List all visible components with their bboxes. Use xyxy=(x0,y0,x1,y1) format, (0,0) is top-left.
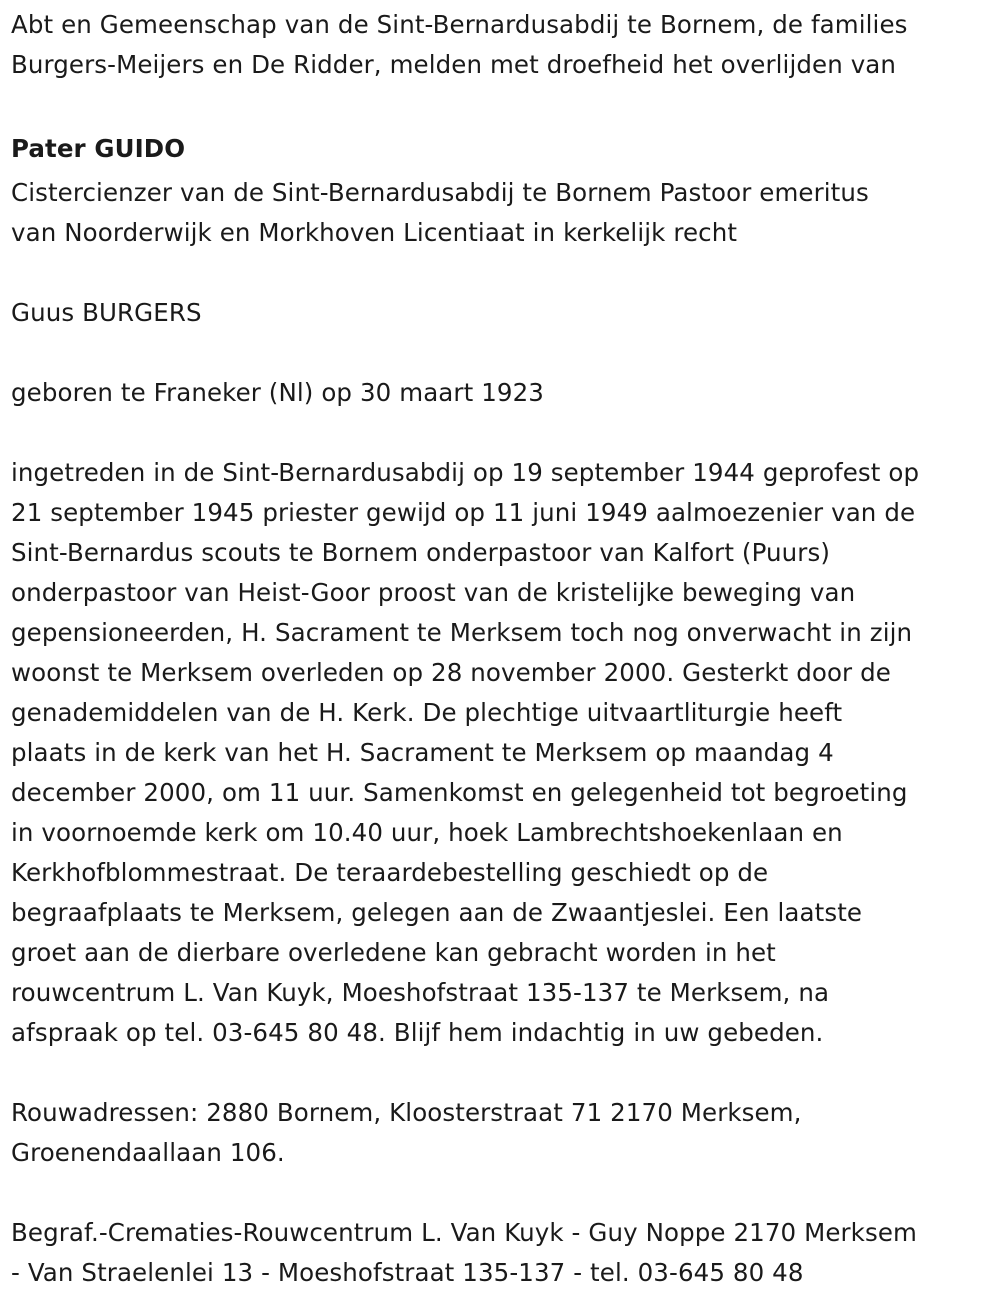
intro-paragraph xyxy=(11,5,996,85)
intro-line: Abt en Gemeenschap van de Sint-Bernardusabdij te Bornem, de families xyxy=(11,10,908,39)
biography-line: december 2000, om 11 uur. Samenkomst en gelegenheid tot begroeting xyxy=(11,778,908,807)
spacer xyxy=(11,333,996,373)
biography-line: begraafplaats te Merksem, gelegen aan de Zwaantjeslei. Een laatste xyxy=(11,898,863,927)
biography-line: gepensioneerden, H. Sacrament te Merksem toch nog onverwacht in zijn xyxy=(11,618,913,647)
biography-line: ingetreden in de Sint-Bernardusabdij op 19 september 1944 geprofest op xyxy=(11,458,920,487)
civil-name xyxy=(11,293,996,333)
biography-line: groet aan de dierbare overledene kan gebracht worden in het xyxy=(11,938,776,967)
birth-text: geboren te Franeker (Nl) op 30 maart 1923 xyxy=(11,378,544,407)
spacer xyxy=(11,1173,996,1213)
intro-line: Burgers-Meijers en De Ridder, melden met droefheid het overlijden van xyxy=(11,50,897,79)
titles-paragraph xyxy=(11,173,996,253)
titles-line: Cistercienzer van de Sint-Bernardusabdij te Bornem Pastoor emeritus xyxy=(11,178,869,207)
civil-name-text: Guus BURGERS xyxy=(11,298,202,327)
biography-line: afspraak op tel. 03-645 80 48. Blijf hem indachtig in uw gebeden. xyxy=(11,1018,824,1047)
biography-line: genademiddelen van de H. Kerk. De plechtige uitvaartliturgie heeft xyxy=(11,698,843,727)
biography-line: 21 september 1945 priester gewijd op 11 juni 1949 aalmoezenier van de xyxy=(11,498,916,527)
addresses-line: Rouwadressen: 2880 Bornem, Kloosterstraat 71 2170 Merksem, xyxy=(11,1098,802,1127)
funeral-home-line: Begraf.-Crematies-Rouwcentrum L. Van Kuyk - Guy Noppe 2170 Merksem xyxy=(11,1218,917,1247)
addresses-paragraph xyxy=(11,1093,996,1173)
funeral-home-line: - Van Straelenlei 13 - Moeshofstraat 135-137 - tel. 03-645 80 48 xyxy=(11,1258,804,1287)
spacer xyxy=(11,413,996,453)
biography-line: plaats in de kerk van het H. Sacrament te Merksem op maandag 4 xyxy=(11,738,834,767)
titles-line: van Noorderwijk en Morkhoven Licentiaat in kerkelijk recht xyxy=(11,218,738,247)
biography-line: rouwcentrum L. Van Kuyk, Moeshofstraat 135-137 te Merksem, na xyxy=(11,978,830,1007)
biography-line: woonst te Merksem overleden op 28 november 2000. Gesterkt door de xyxy=(11,658,891,687)
funeral-home-paragraph xyxy=(11,1213,996,1293)
biography-paragraph xyxy=(11,453,996,1053)
biography-line: Kerkhofblommestraat. De teraardebestelling geschiedt op de xyxy=(11,858,769,887)
death-notice xyxy=(11,5,996,1293)
deceased-name: Pater GUIDO xyxy=(11,134,186,163)
spacer xyxy=(11,1053,996,1093)
spacer xyxy=(11,253,996,293)
biography-line: onderpastoor van Heist-Goor proost van de kristelijke beweging van xyxy=(11,578,856,607)
biography-line: in voornoemde kerk om 10.40 uur, hoek Lambrechtshoekenlaan en xyxy=(11,818,843,847)
addresses-line: Groenendaallaan 106. xyxy=(11,1138,285,1167)
birth-line xyxy=(11,373,996,413)
biography-line: Sint-Bernardus scouts te Bornem onderpastoor van Kalfort (Puurs) xyxy=(11,538,830,567)
